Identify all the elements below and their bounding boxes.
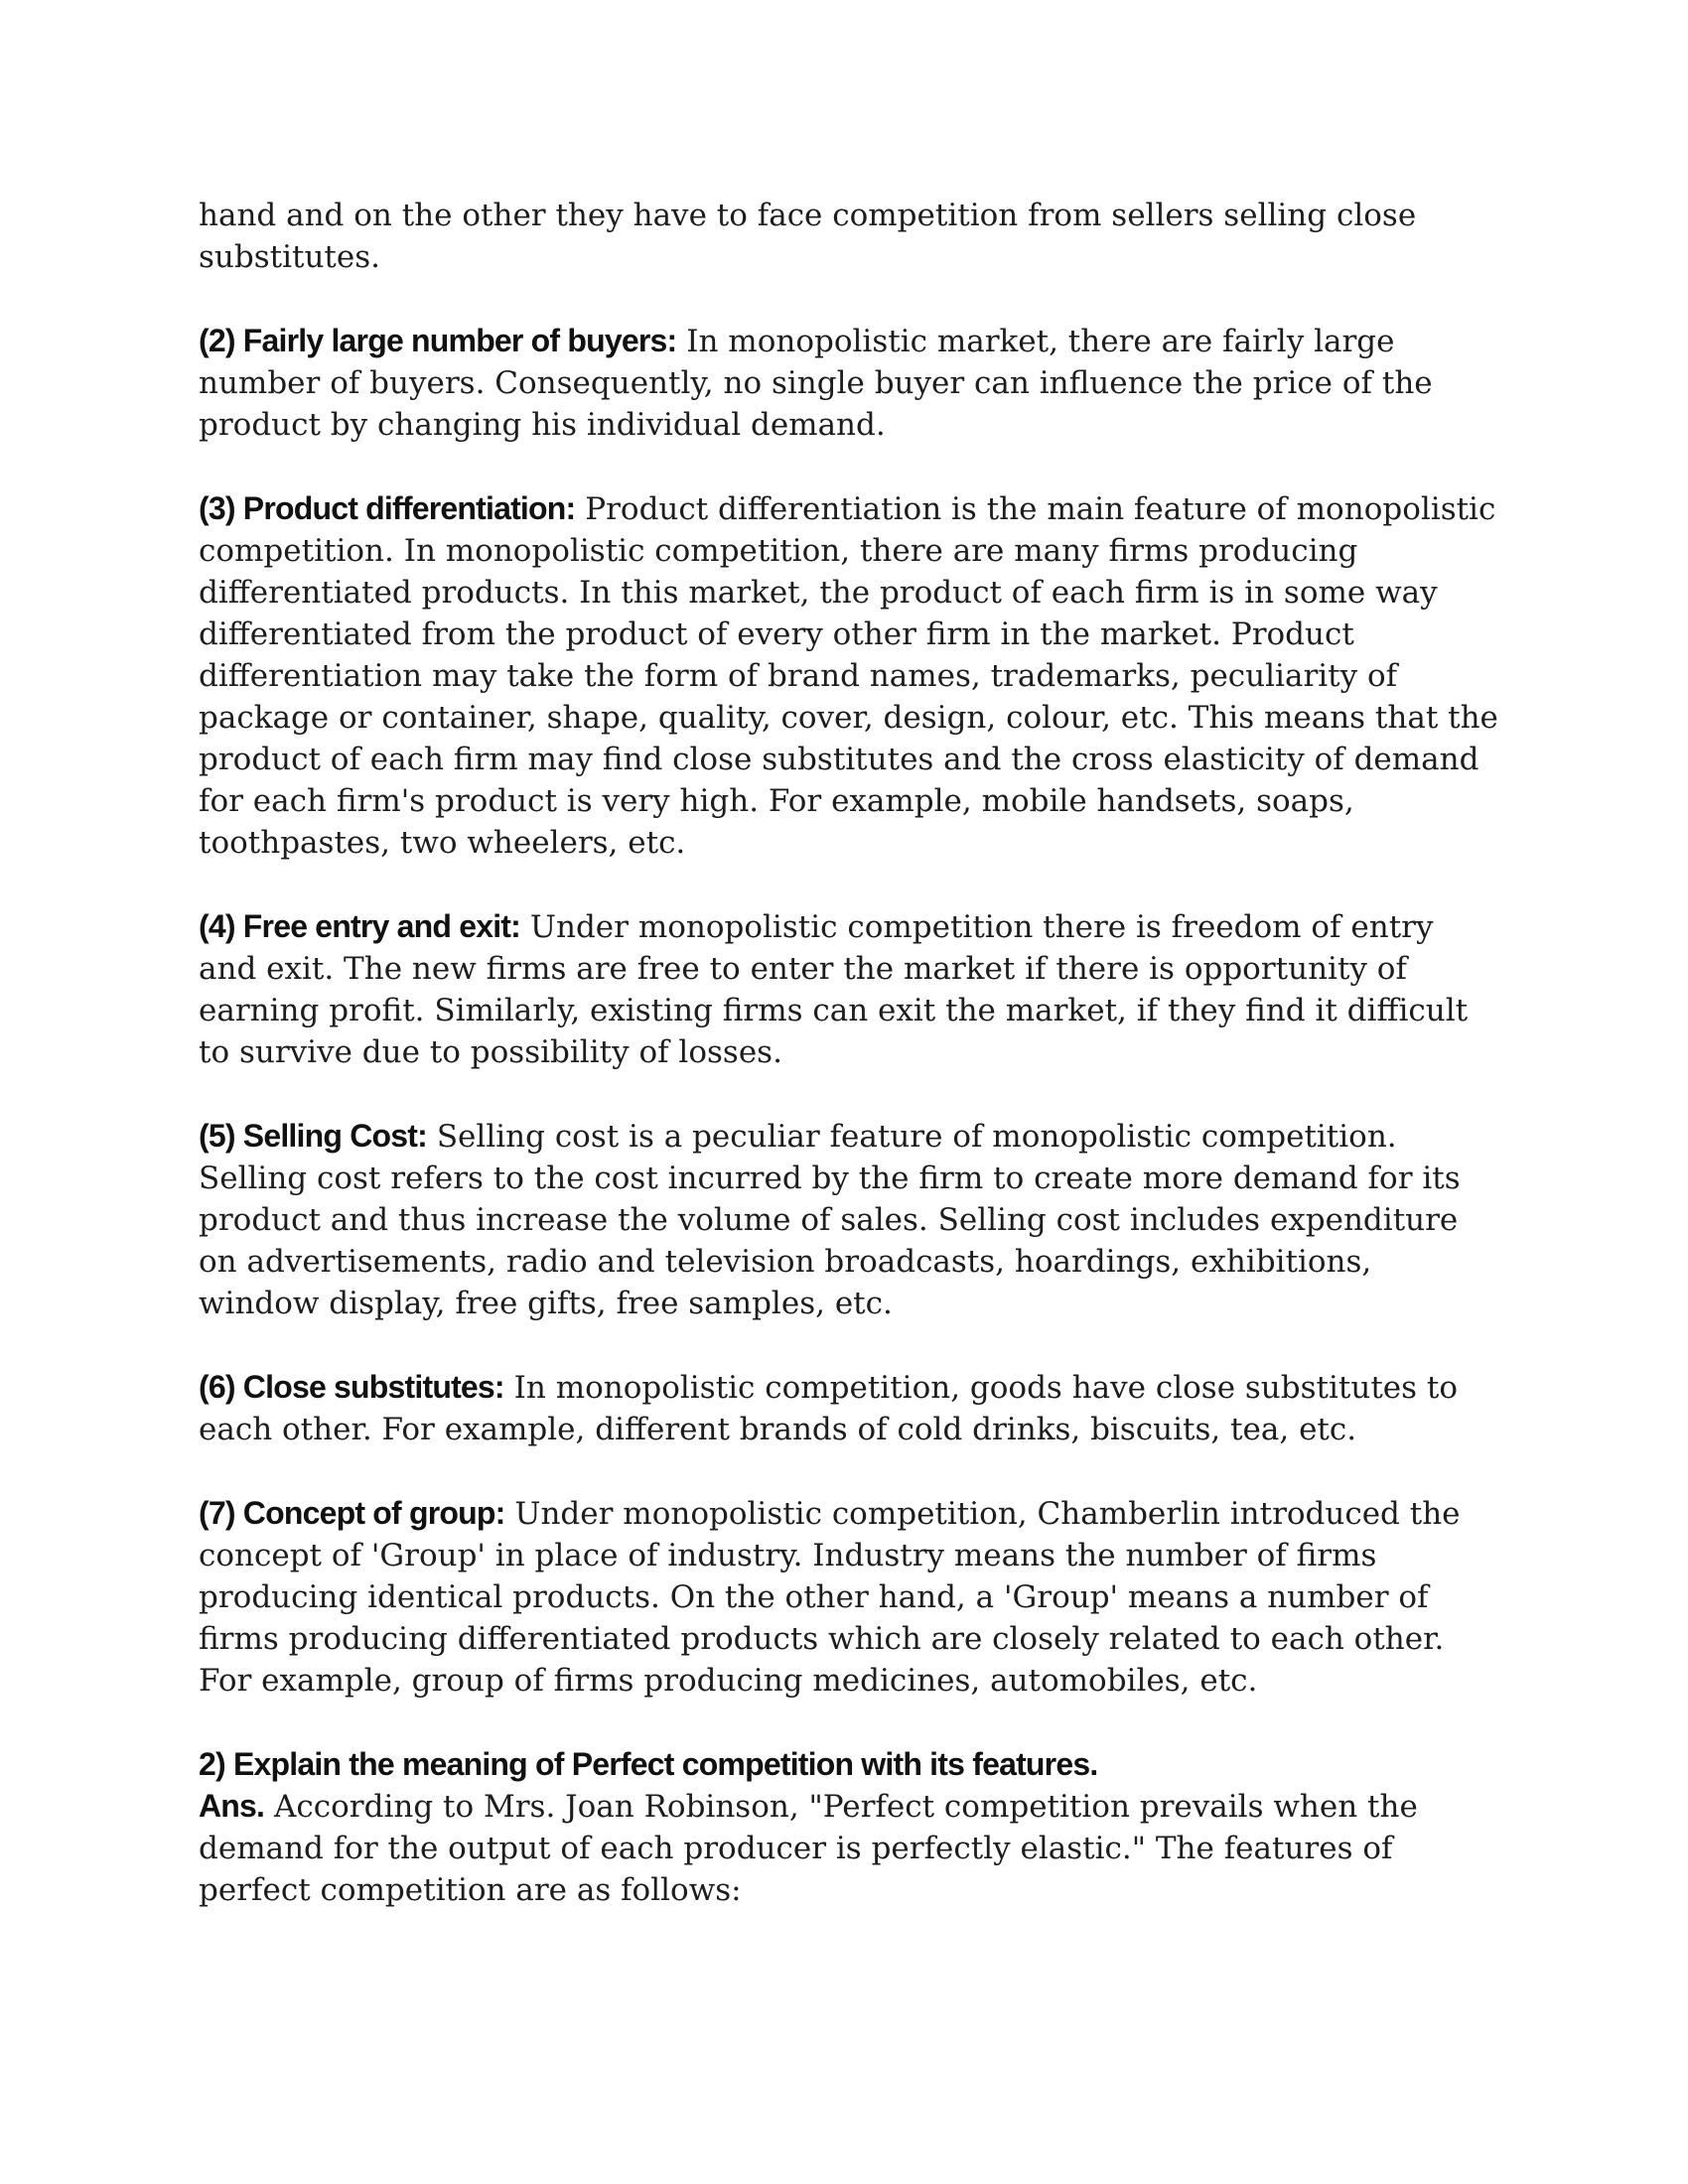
feature-text: Under monopolistic competition there is freedom of entry and exit. The new firms are free to enter the market if there is opportunity of earning profit. Similarly, existing firms can exit the market, if they find it difficult to survive due to possibility of losses.	[199, 909, 1469, 1070]
answer-text: According to Mrs. Joan Robinson, "Perfect competition prevails when the demand for the output of each producer is perfectly elastic." The features of perfect competition are as follows:	[199, 1789, 1418, 1908]
document-page	[199, 195, 1499, 1911]
feature-heading: (5) Selling Cost:	[199, 1118, 427, 1154]
answer-paragraph	[199, 1785, 1499, 1911]
feature-text: Selling cost is a peculiar feature of monopolistic competition. Selling cost refers to the cost incurred by the firm to create more demand for its product and thus increase the volume of sales. Selling cost includes expenditure on advertisements, radio and television broadcasts, hoardings, exhibitions, window display, free gifts, free samples, etc.	[199, 1119, 1461, 1321]
feature-heading: (2) Fairly large number of buyers:	[199, 323, 677, 358]
feature-text: In monopolistic market, there are fairly large number of buyers. Consequently, no single buyer can influence the price of the product by changing his individual demand.	[199, 324, 1433, 443]
feature-heading: (6) Close substitutes:	[199, 1369, 504, 1405]
feature-paragraph-selling-cost	[199, 1115, 1499, 1324]
feature-paragraph-group	[199, 1492, 1499, 1702]
answer-label: Ans.	[199, 1788, 265, 1824]
continuation-paragraph: hand and on the other they have to face competition from sellers selling close substitutes.	[199, 198, 1417, 275]
feature-paragraph-buyers	[199, 320, 1499, 446]
question-heading: 2) Explain the meaning of Perfect competition with its features.	[199, 1746, 1098, 1782]
feature-paragraph-close-substitutes	[199, 1366, 1499, 1450]
feature-paragraph-entry-exit	[199, 905, 1499, 1073]
feature-text: Product differentiation is the main feature of monopolistic competition. In monopolistic competition, there are many firms producing differentiated products. In this market, the product of each firm is in some way differentiated from the product of every other firm in the market. Product differentiation may take the form of brand names, trademarks, peculiarity of package or container, shape, quality, cover, design, colour, etc. This means that the product of each firm may find close substitutes and the cross elasticity of demand for each firm's product is very high. For example, mobile handsets, soaps, toothpastes, two wheelers, etc.	[199, 491, 1498, 861]
feature-heading: (3) Product differentiation:	[199, 490, 576, 526]
feature-text: In monopolistic competition, goods have close substitutes to each other. For example, different brands of cold drinks, biscuits, tea, etc.	[199, 1370, 1459, 1447]
feature-paragraph-differentiation	[199, 487, 1499, 864]
feature-text: Under monopolistic competition, Chamberlin introduced the concept of 'Group' in place of industry. Industry means the number of firms producing identical products. On the other hand, a 'Group' means a number of firms producing differentiated products which are closely related to each other. For example, group of firms producing medicines, automobiles, etc.	[199, 1496, 1461, 1699]
feature-heading: (7) Concept of group:	[199, 1495, 505, 1531]
feature-heading: (4) Free entry and exit:	[199, 908, 521, 944]
